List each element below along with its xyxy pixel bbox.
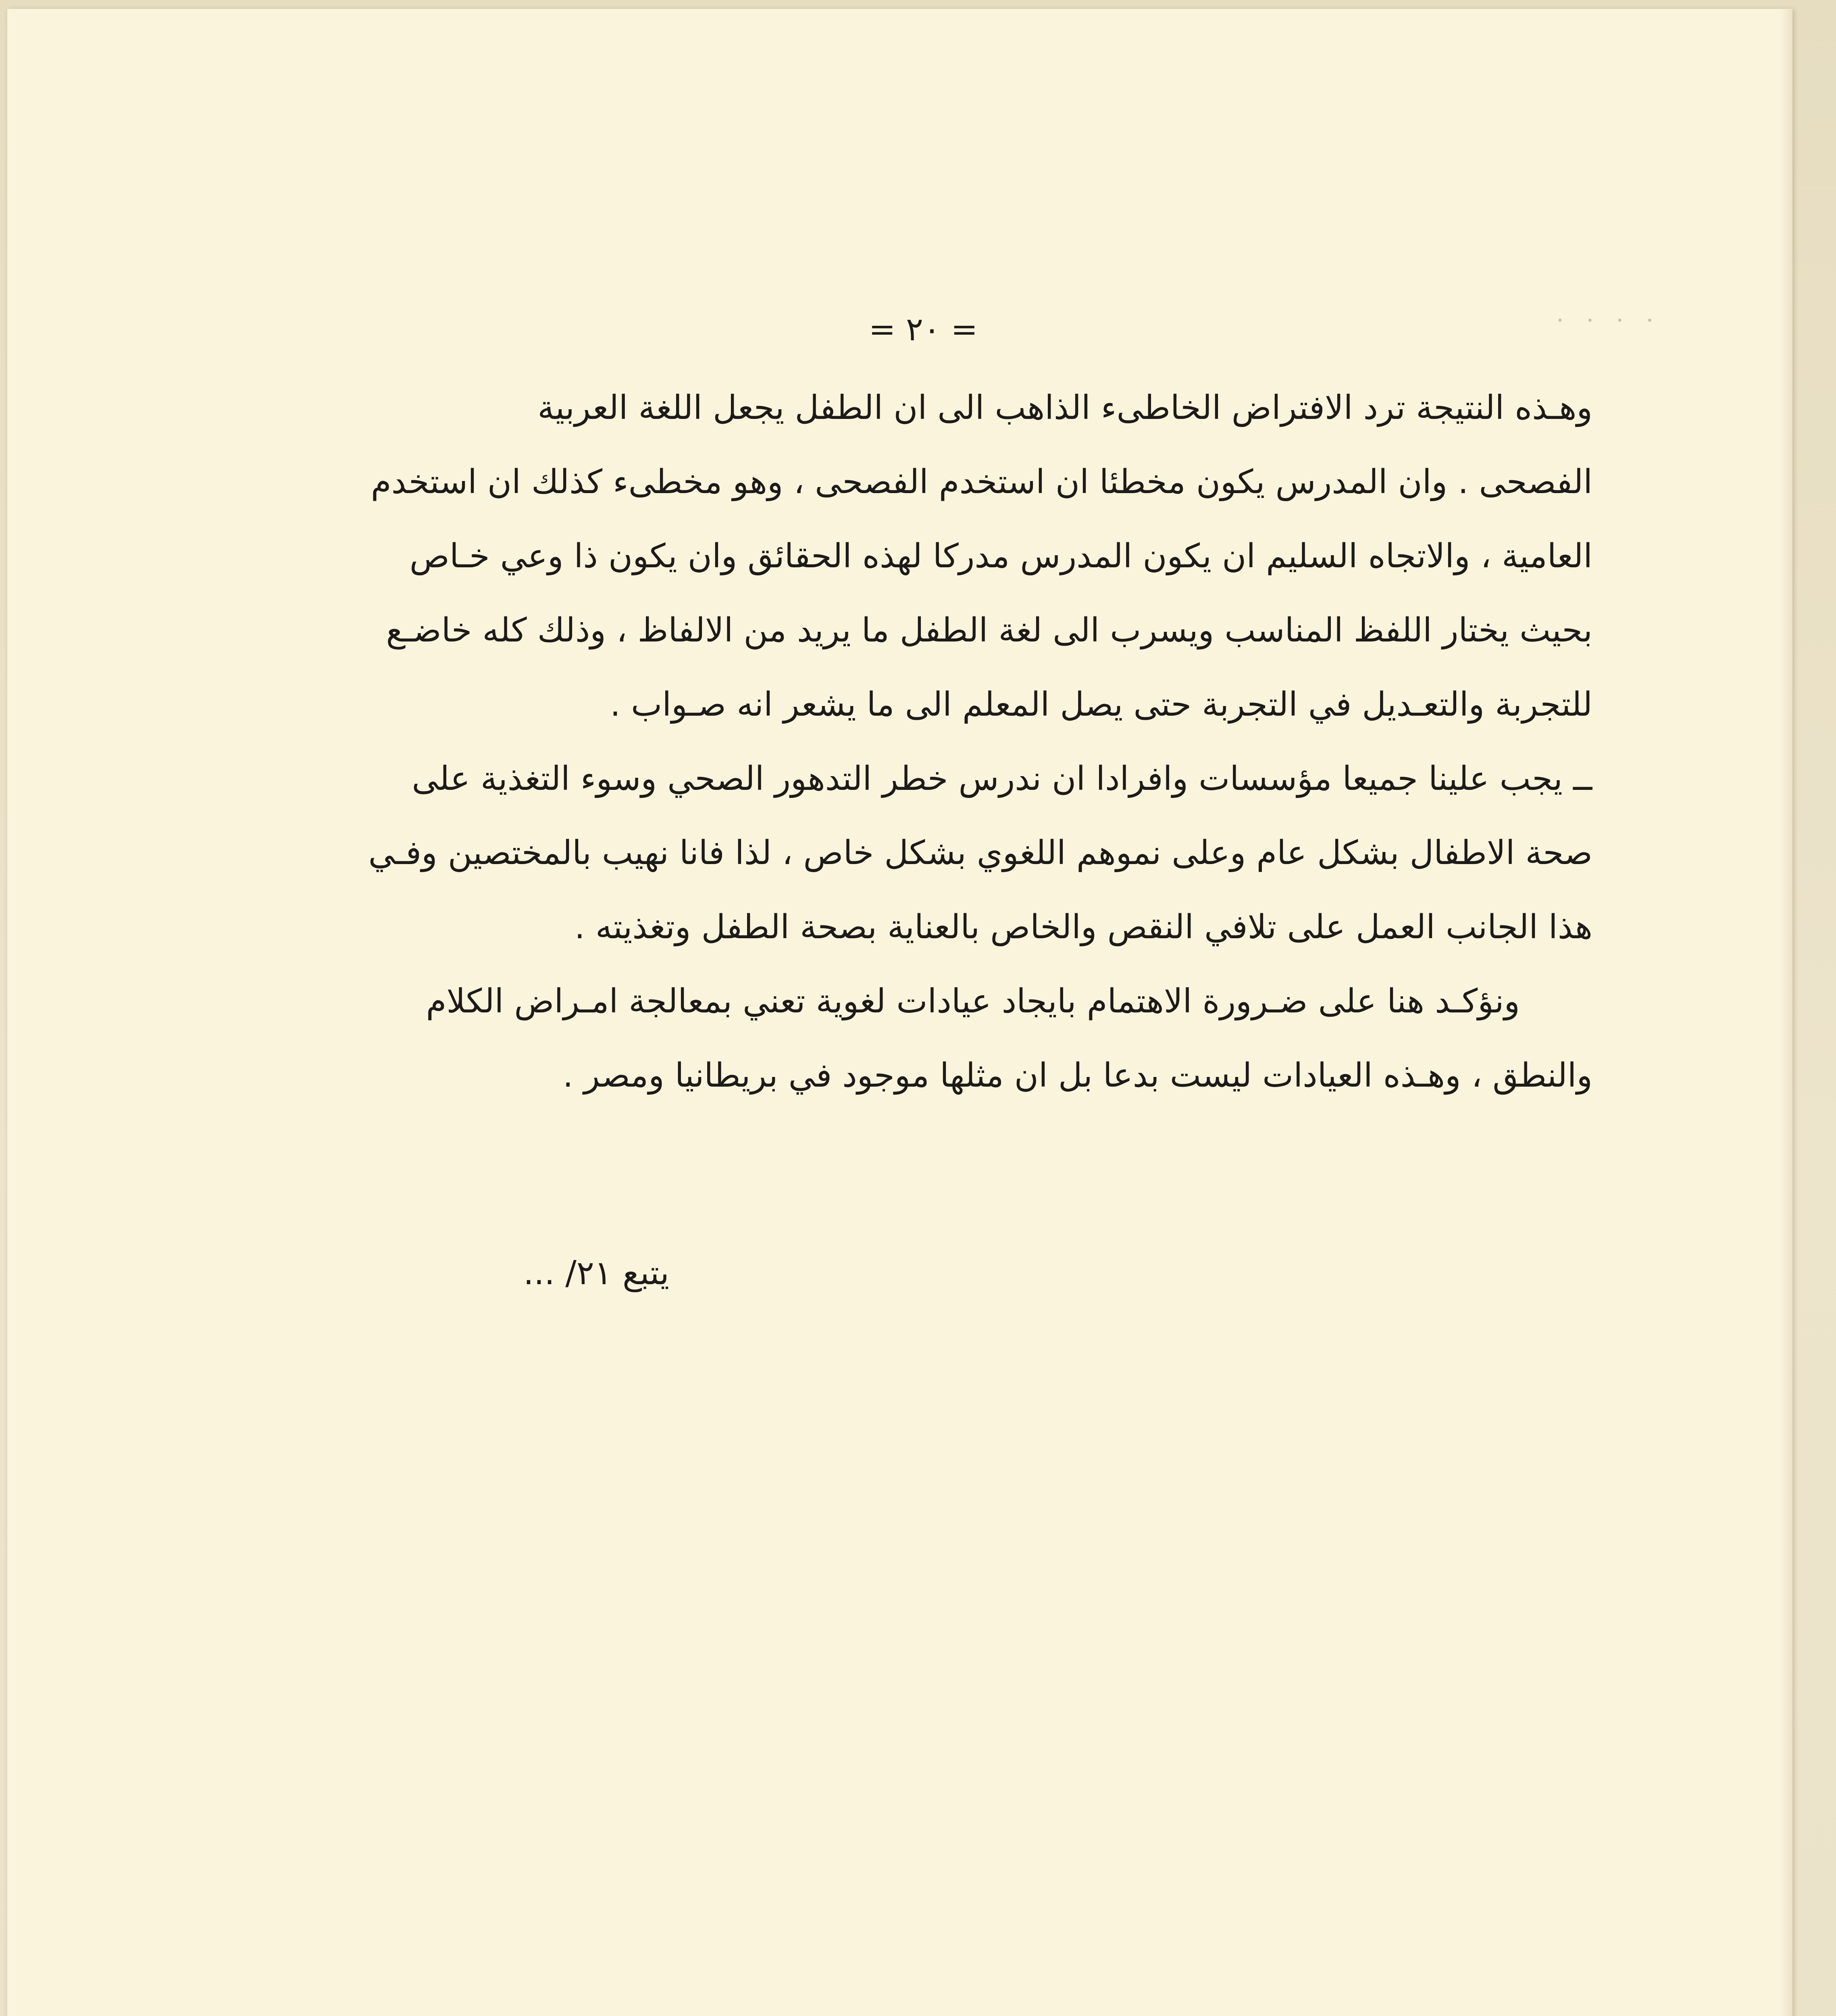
page-edge-shadow xyxy=(1780,9,1792,2016)
page-number: = ٢٠ = xyxy=(868,310,978,348)
text-line: العامية ، والاتجاه السليم ان يكون المدرس مدركا لهذه الحقائق وان يكون ذا وعي خـاص xyxy=(409,537,1592,575)
continued-note: يتبع ٢١/ ... xyxy=(523,1254,669,1292)
text-line: وهـذه النتيجة ترد الافتراض الخاطىء الذاهب الى ان الطفل يجعل اللغة العربية xyxy=(537,389,1592,427)
text-line: والنطق ، وهـذه العيادات ليست بدعا بل ان مثلها موجود في بريطانيا ومصر . xyxy=(562,1056,1592,1095)
corner-mark: · · · · xyxy=(1556,306,1661,335)
body-text xyxy=(282,371,1592,1113)
text-line: ــ يجب علينا جميعا مؤسسات وافرادا ان ندرس خطر التدهور الصحي وسوء التغذية على xyxy=(412,760,1592,798)
text-line: صحة الاطفال بشكل عام وعلى نموهم اللغوي بشكل خاص ، لذا فانا نهيب بالمختصين وفـي xyxy=(368,834,1592,872)
text-line: للتجربة والتعـديل في التجربة حتى يصل المعلم الى ما يشعر انه صـواب . xyxy=(610,685,1592,724)
text-line: هذا الجانب العمل على تلافي النقص والخاص بالعناية بصحة الطفل وتغذيته . xyxy=(574,908,1592,946)
text-line: الفصحى . وان المدرس يكون مخطئا ان استخدم الفصحى ، وهو مخطىء كذلك ان استخدم xyxy=(371,463,1592,501)
text-line: بحيث يختار اللفظ المناسب ويسرب الى لغة الطفل ما يريد من الالفاظ ، وذلك كله خاضـع xyxy=(386,611,1592,650)
text-line: ونؤكـد هنا على ضـرورة الاهتمام بايجاد عيادات لغوية تعني بمعالجة امـراض الكلام xyxy=(426,982,1520,1020)
